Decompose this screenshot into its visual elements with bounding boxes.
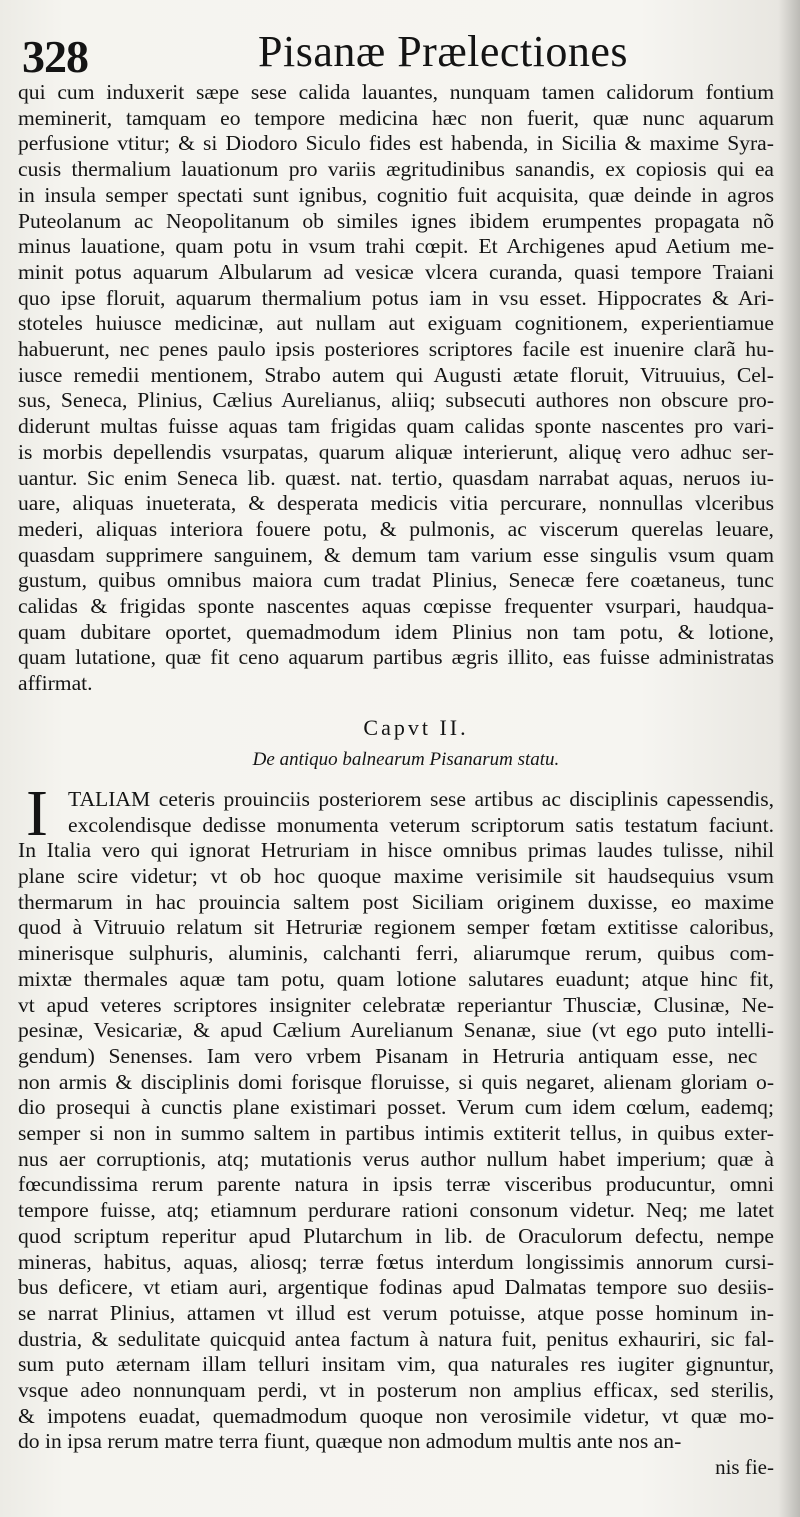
paragraph-1-line: stoteles huiusce medicinæ, aut nullam aut exiguam cognitionem, experientiamue [18,311,774,336]
paragraph-1-line: affirmat. [18,671,93,696]
page-number: 328 [22,31,88,82]
paragraph-1-line: diderunt multas fuisse aquas tam frigidas quam calidas sponte nascentes pro vari- [18,414,774,439]
paragraph-2-line: vt apud veteres scriptores insigniter celebratæ reperiantur Thusciæ, Clusinæ, Ne- [18,992,774,1017]
paragraph-1-line: gustum, quibus omnibus maiora cum tradat Plinius, Senecæ fere coætaneus, tunc [18,568,774,593]
paragraph-1-line: quam dubitare oportet, quemadmodum idem Plinius non tam potu, & lotione, [18,619,774,644]
paragraph-2-line: dio prosequi à cunctis plane existimari posset. Verum cum idem cœlum, eademq; [18,1095,774,1120]
paragraph-1-line: mederi, aliquas interiora fouere potu, & pulmonis, ac viscerum querelas leuare, [18,516,774,541]
paragraph-2-line: quod à Vitruuio relatum sit Hetruriæ regionem semper fœtam extitisse caloribus, [18,915,774,940]
paragraph-2-line: excolendisque dedisse monumenta veterum scriptorum satis testatum faciunt. [68,812,774,837]
paragraph-2-line: dustria, & sedulitate quicquid antea factum à natura fuit, penitus exhauriri, sic fal- [18,1326,774,1351]
paragraph-1-line: quasdam supprimere sanguinem, & demum tam varium esse singulis vsum quam [18,542,774,567]
paragraph-2-line: In Italia vero qui ignorat Hetruriam in hisce omnibus primas laudes tulisse, nihil [18,838,774,863]
paragraph-2-line: se narrat Plinius, attamen vt illud est verum potuisse, atque posse hominum in- [18,1300,774,1325]
paragraph-1-line: in insula semper spectati sunt ignibus, cognitio fuit acquisita, quæ deinde in agros [18,182,774,207]
paragraph-1-line: uantur. Sic enim Seneca lib. quæst. nat. tertio, quasdam narrabat aquas, neruos iu- [18,465,774,490]
paragraph-2-line: mineras, habitus, aquas, aliosq; terræ fœtus interdum longissimis annorum cursi- [18,1249,774,1274]
paragraph-1-line: minus lauatione, quam potu in vsum trahi cœpit. Et Archigenes apud Aetium me- [18,234,774,259]
paragraph-2-line: quod scriptum reperitur apud Plutarchum in lib. de Oraculorum defectu, nempe [18,1223,774,1248]
running-head [18,8,774,80]
paragraph-2-line: non armis & disciplinis domi forisque floruisse, si quis negaret, alienam gloriam o- [18,1069,774,1094]
paragraph-2-line: fœcundissima rerum parente natura in ipsis terræ visceribus producuntur, omni [18,1172,774,1197]
chapter-subtitle: De antiquo balnearum Pisanarum statu. [252,748,560,770]
paragraph-1-line: perfusione vtitur; & si Diodoro Siculo fides est habenda, in Sicilia & maxime Syra- [18,131,774,156]
paragraph-2-line: pesinæ, Vesicariæ, & apud Cælium Aurelianum Senanæ, siue (vt ego puto intelli- [18,1018,774,1043]
paragraph-2-line: mixtæ thermales aquæ tam potu, quam lotione salutares euadunt; atque hinc fit, [18,966,774,991]
paragraph-2-line: bus deficere, vt etiam auri, argentique fodinas apud Dalmatas tempore suo desiis- [18,1275,774,1300]
paragraph-1-line: calidas & frigidas sponte nascentes aquas cœpisse frequenter vsurpari, haudqua- [18,594,774,619]
paragraph-1 [18,80,774,697]
paragraph-1-line: habuerunt, nec penes paulo ipsis posteriores scriptores facile est inuenire clarã hu- [18,337,774,362]
paragraph-2-line: thermarum in hac prouincia saltem post Siciliam originem duxisse, eo maxime [18,889,774,914]
paragraph-1-line: sus, Seneca, Plinius, Cælius Aurelianus, aliiq; subsecuti authores non obscure pro- [18,388,774,413]
paragraph-1-line: iusce remedii mentionem, Strabo autem qui Augusti ætate floruit, Vitruuius, Cel- [18,362,774,387]
paragraph-2-line: do in ipsa rerum matre terra fiunt, quæque non admodum multis ante nos an- [18,1429,682,1454]
paragraph-2-line: nus aer corruptionis, atq; mutationis verus author nullum habet imperium; quæ à [18,1146,774,1171]
paragraph-1-line: quam lutatione, quæ fit ceno aquarum partibus ægris illito, eas fuisse administratas [18,645,774,670]
paragraph-2-line: tempore fuisse, atq; etiamnum perdurare rationi consonum videtur. Neq; me latet [18,1198,774,1223]
paragraph-2-line: semper si non in summo saltem in partibus intimis extiterit tellus, in quibus exter- [18,1121,774,1146]
paragraph-2-line: vsque adeo nonnunquam perdi, vt in posterum non amplius efficax, sed sterilis, [18,1378,774,1403]
paragraph-2 [18,776,774,1455]
paragraph-1-line: quo ipse floruit, aquarum thermalium potus iam in vsu esset. Hippocrates & Ari- [18,285,774,310]
paragraph-1-line: is morbis depellendis vsurpatas, quarum aliquæ interierunt, aliquę vero adhuc ser- [18,439,774,464]
paragraph-2-line: & impotens euadat, quemadmodum quoque non verosimile videtur, vt quæ mo- [18,1403,774,1428]
paragraph-1-line: Puteolanum ac Neopolitanum ob similes ignes ibidem erumpentes propagata nõ [18,208,774,233]
paragraph-1-line: qui cum induxerit sæpe sese calida lauantes, nunquam tamen calidorum fontium [18,80,774,104]
paragraph-2-line: sum puto æternam illam telluri insitam vim, qua naturales res iugiter gignuntur, [18,1352,774,1377]
paragraph-2-line: TALIAM ceteris prouinciis posteriorem sese artibus ac disciplinis capessendis, [68,786,774,811]
paragraph-1-line: minit potus aquarum Albularum ad vesicæ vlcera curanda, quasi tempore Traiani [18,259,774,284]
paragraph-2-line: gendum) Senenses. Iam vero vrbem Pisanam in Hetruria antiquam esse, nec [18,1043,758,1068]
drop-cap-initial: I [26,776,48,850]
catchword: nis fie- [715,1455,774,1480]
paragraph-1-line: uare, aliquas inueterata, & desperata medicis vitia percurare, nonnullas vlceribus [18,491,774,516]
paragraph-1-line: cusis thermalium lauationum pro variis ægritudinibus sanandis, ex copiosis qui ea [18,157,774,182]
paragraph-1-line: meminerit, tamquam eo tempore medicina hæc non fuerit, quæ nunc aquarum [18,105,774,130]
paragraph-2-text [18,787,774,1455]
paragraph-2-line: plane scire videtur; vt ob hoc quoque maxime verisimile sit haudsequius vsum [18,863,774,888]
chapter-heading: Capvt II. [363,714,469,740]
page-edge-shadow [778,0,800,1517]
running-title: Pisanæ Prælectiones [258,27,629,76]
paragraph-2-line: minerisque sulphuris, aluminis, calchanti ferri, aliarumque rerum, quibus com- [18,941,774,966]
